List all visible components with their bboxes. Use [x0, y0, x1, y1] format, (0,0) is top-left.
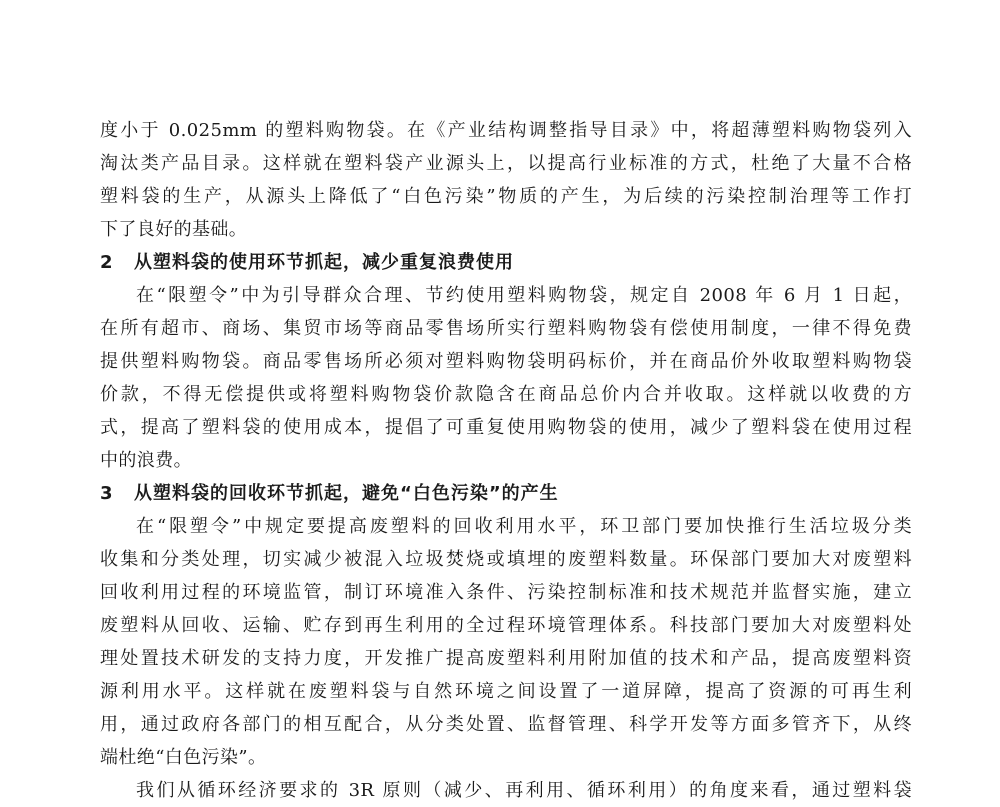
paragraph-line: 提供塑料购物袋。商品零售场所必须对塑料购物袋明码标价，并在商品价外收取塑料购物袋 [100, 351, 912, 372]
paragraph-line: 在“限塑令”中规定要提高废塑料的回收利用水平，环卫部门要加快推行生活垃圾分类 [136, 516, 912, 537]
paragraph-line: 中的浪费。 [100, 450, 192, 471]
section-title: 从塑料袋的回收环节抓起，避免“白色污染”的产生 [134, 483, 559, 504]
paragraph-line: 收集和分类处理，切实减少被混入垃圾焚烧或填埋的废塑料数量。环保部门要加大对废塑料 [100, 549, 912, 570]
paragraph-line: 在所有超市、商场、集贸市场等商品零售场所实行塑料购物袋有偿使用制度，一律不得免费 [100, 318, 912, 339]
paragraph-line: 回收利用过程的环境监管，制订环境准入条件、污染控制标准和技术规范并监督实施，建立 [100, 582, 912, 603]
paragraph-line: 理处置技术研发的支持力度，开发推广提高废塑料利用附加值的技术和产品，提高废塑料资 [100, 648, 912, 669]
paragraph-line: 式，提高了塑料袋的使用成本，提倡了可重复使用购物袋的使用，减少了塑料袋在使用过程 [100, 417, 912, 438]
paragraph-line: 源利用水平。这样就在废塑料袋与自然环境之间设置了一道屏障，提高了资源的可再生利 [100, 681, 912, 702]
section-number: 3 [100, 483, 114, 504]
paragraph-line: 下了良好的基础。 [100, 219, 248, 240]
paragraph-line: 塑料袋的生产，从源头上降低了“白色污染”物质的产生，为后续的污染控制治理等工作打 [100, 186, 912, 207]
paragraph-line: 端杜绝“白色污染”。 [100, 747, 267, 768]
section-title: 从塑料袋的使用环节抓起，减少重复浪费使用 [134, 252, 514, 273]
cutoff-line: 我们从循环经济要求的 3R 原则（减少、再利用、循环利用）的角度来看，通过塑料袋 [136, 780, 912, 801]
paragraph-line: 用，通过政府各部门的相互配合，从分类处置、监督管理、科学开发等方面多管齐下，从终 [100, 714, 912, 735]
section-heading [100, 246, 912, 279]
paragraph-line: 淘汰类产品目录。这样就在塑料袋产业源头上，以提高行业标准的方式，杜绝了大量不合格 [100, 153, 912, 174]
paragraph-line: 在“限塑令”中为引导群众合理、节约使用塑料购物袋，规定自 2008 年 6 月 1 日起， [136, 285, 912, 306]
document-page [100, 114, 912, 801]
section-heading [100, 477, 912, 510]
paragraph-line: 价款，不得无偿提供或将塑料购物袋价款隐含在商品总价内合并收取。这样就以收费的方 [100, 384, 912, 405]
section-number: 2 [100, 252, 114, 273]
paragraph-line: 度小于 0.025mm 的塑料购物袋。在《产业结构调整指导目录》中，将超薄塑料购物袋列入 [100, 120, 912, 141]
paragraph-line: 废塑料从回收、运输、贮存到再生利用的全过程环境管理体系。科技部门要加大对废塑料处 [100, 615, 912, 636]
